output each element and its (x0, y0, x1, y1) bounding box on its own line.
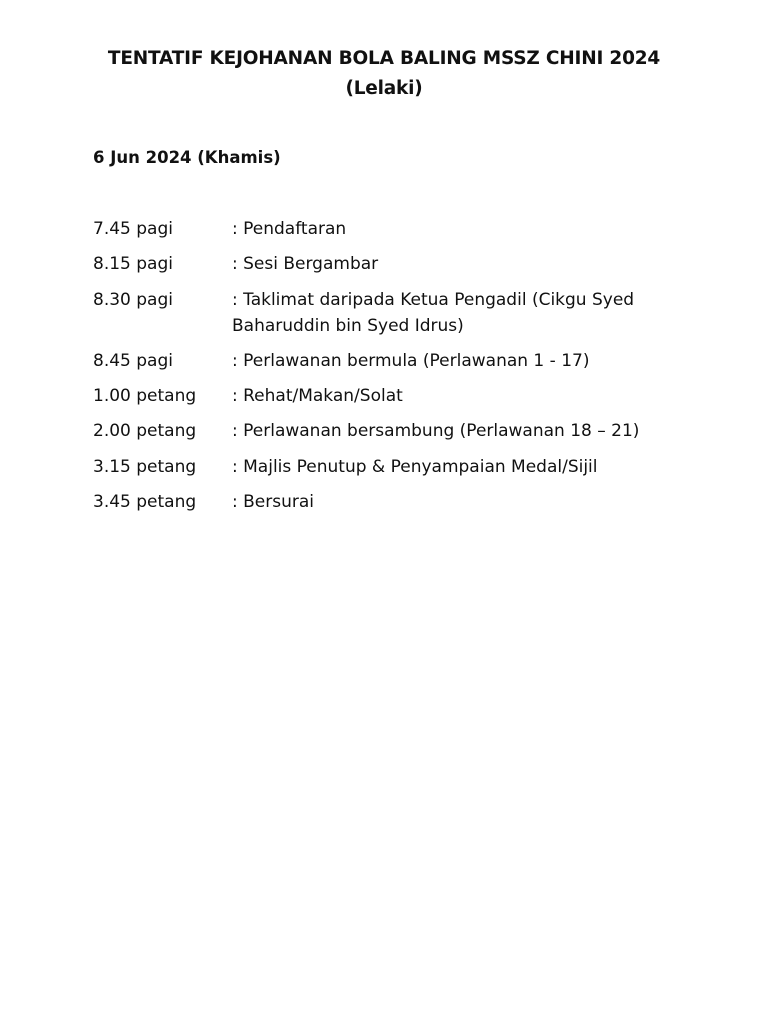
schedule-row (93, 489, 693, 515)
schedule-activity: : Rehat/Makan/Solat (232, 386, 403, 407)
event-date: 6 Jun 2024 (Khamis) (93, 148, 281, 167)
schedule-time: 3.45 petang (93, 492, 197, 513)
schedule-time: 8.15 pagi (93, 254, 173, 275)
schedule-row (93, 251, 693, 277)
schedule-activity: : Sesi Bergambar (232, 254, 379, 275)
schedule-activity: : Perlawanan bermula (Perlawanan 1 - 17) (232, 350, 590, 371)
schedule-row (93, 287, 693, 339)
schedule-time: 8.45 pagi (93, 350, 173, 371)
schedule-time: 1.00 petang (93, 386, 197, 407)
schedule-activity: : Bersurai (232, 492, 315, 513)
schedule-time: 2.00 petang (93, 421, 197, 442)
title-line-sub: (Lelaki) (345, 78, 423, 99)
schedule-row (93, 383, 693, 409)
page-title (0, 44, 768, 104)
schedule-activity: : Perlawanan bersambung (Perlawanan 18 – 21) (232, 421, 640, 442)
schedule-row (93, 418, 693, 444)
schedule-row (93, 454, 693, 480)
schedule-row (93, 216, 693, 242)
schedule-time: 7.45 pagi (93, 219, 173, 239)
schedule-activity: : Pendaftaran (232, 219, 347, 239)
schedule-activity: : Taklimat daripada Ketua Pengadil (Cikgu Syed Baharuddin bin Syed Idrus) (232, 289, 635, 336)
schedule-activity: : Majlis Penutup & Penyampaian Medal/Sijil (232, 456, 598, 477)
schedule-row (93, 348, 693, 374)
schedule-time: 3.15 petang (93, 456, 197, 477)
schedule-list (93, 216, 693, 524)
schedule-time: 8.30 pagi (93, 289, 173, 310)
title-line-main: TENTATIF KEJOHANAN BOLA BALING MSSZ CHINI 2024 (107, 48, 661, 69)
